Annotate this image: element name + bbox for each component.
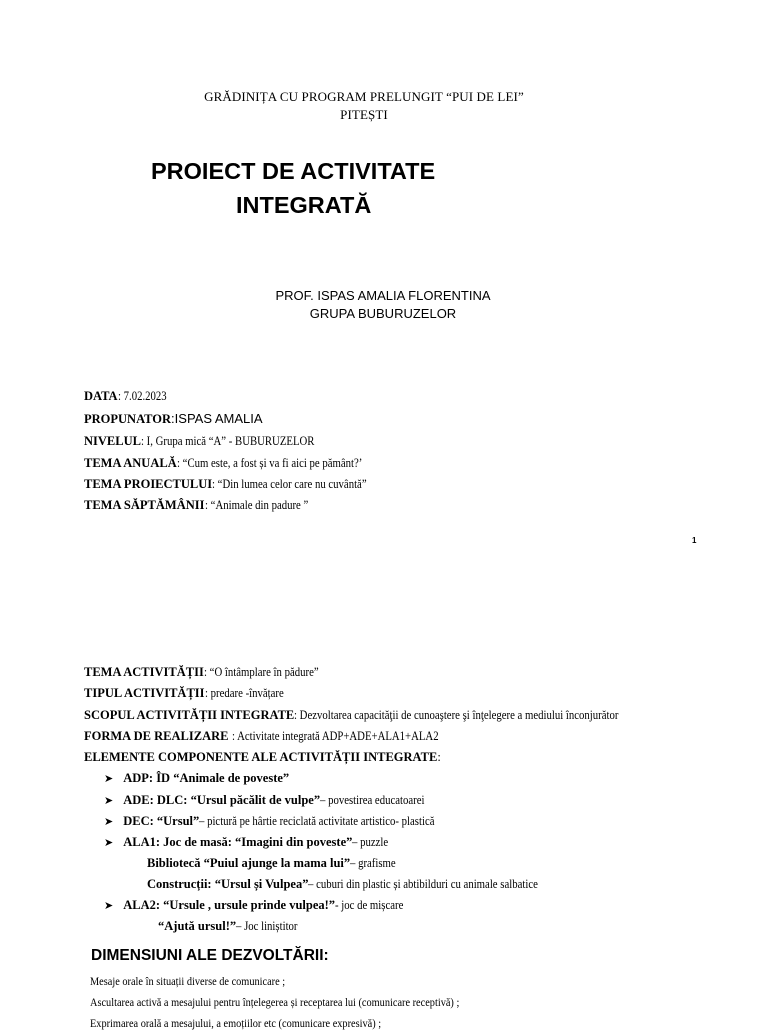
info-annual-theme: TEMA ANUALĂ: “Cum este, a fost și va fi aici pe pământ?’ xyxy=(84,456,363,470)
school-city: PITEȘTI xyxy=(340,107,388,122)
activity-goal: SCOPUL ACTIVITĂȚII INTEGRATE: Dezvoltarea capacităţii de cunoaştere şi înţelegere a mediului înconjurător xyxy=(84,708,619,722)
info-proposer: PROPUNATOR:ISPAS AMALIA xyxy=(84,411,263,426)
dimensions-heading: DIMENSIUNI ALE DEZVOLTĂRII: xyxy=(91,947,329,964)
arrowhead-bullet-icon: ➤ xyxy=(104,900,114,912)
activity-type: TIPUL ACTIVITĂȚII: predare -învățare xyxy=(84,686,284,700)
activity-form: FORMA DE REALIZARE : Activitate integrată ADP+ADE+ALA1+ALA2 xyxy=(84,729,439,743)
list-item: ➤ ALA1: Joc de masă: “Imagini din poveste”– puzzle xyxy=(104,835,389,849)
list-item: ➤ ALA2: “Ursule , ursule prinde vulpea!”- joc de mișcare xyxy=(104,898,404,912)
arrowhead-bullet-icon: ➤ xyxy=(104,773,114,785)
list-item: ➤ ADP: ÎD “Animale de poveste” xyxy=(104,771,290,785)
list-item: ➤ ADE: DLC: “Ursul păcălit de vulpe”– povestirea educatoarei xyxy=(104,793,425,807)
list-subitem: Construcții: “Ursul și Vulpea”– cuburi din plastic și abtibilduri cu animale salbatice xyxy=(147,877,539,891)
activity-theme: TEMA ACTIVITĂȚII: “O întâmplare în pădure” xyxy=(84,665,319,679)
info-date: DATA: 7.02.2023 xyxy=(84,389,167,403)
dimension-line: Ascultarea activă a mesajului pentru înțelegerea și receptarea lui (comunicare receptivă) ; xyxy=(90,995,460,1009)
arrowhead-bullet-icon: ➤ xyxy=(104,795,114,807)
list-subitem: “Ajută ursul!”– Joc liniștitor xyxy=(158,919,298,933)
author-name: PROF. ISPAS AMALIA FLORENTINA xyxy=(275,288,491,303)
activity-components-heading: ELEMENTE COMPONENTE ALE ACTIVITĂȚII INTEGRATE: xyxy=(84,750,441,764)
info-level: NIVELUL: I, Grupa mică “A” - BUBURUZELOR xyxy=(84,434,315,448)
list-item: ➤ DEC: “Ursul”– pictură pe hârtie reciclată activitate artistico- plastică xyxy=(104,814,435,828)
dimension-line: Exprimarea orală a mesajului, a emoțiilor etc (comunicare expresivă) ; xyxy=(90,1016,382,1030)
arrowhead-bullet-icon: ➤ xyxy=(104,837,114,849)
page-number: 1 xyxy=(692,536,697,545)
info-week-theme: TEMA SĂPTĂMÂNII: “Animale din padure ” xyxy=(84,498,308,512)
list-subitem: Bibliotecă “Puiul ajunge la mama lui”– grafisme xyxy=(147,856,396,870)
info-project-theme: TEMA PROIECTULUI: “Din lumea celor care nu cuvântă” xyxy=(84,477,367,491)
dimension-line: Mesaje orale în situații diverse de comunicare ; xyxy=(90,974,286,988)
school-name: GRĂDINIȚA CU PROGRAM PRELUNGIT “PUI DE LEI” xyxy=(204,89,524,104)
document-title-line2: INTEGRATĂ xyxy=(236,192,372,218)
arrowhead-bullet-icon: ➤ xyxy=(104,816,114,828)
document-title-line1: PROIECT DE ACTIVITATE xyxy=(151,158,436,184)
group-name: GRUPA BUBURUZELOR xyxy=(309,306,457,321)
